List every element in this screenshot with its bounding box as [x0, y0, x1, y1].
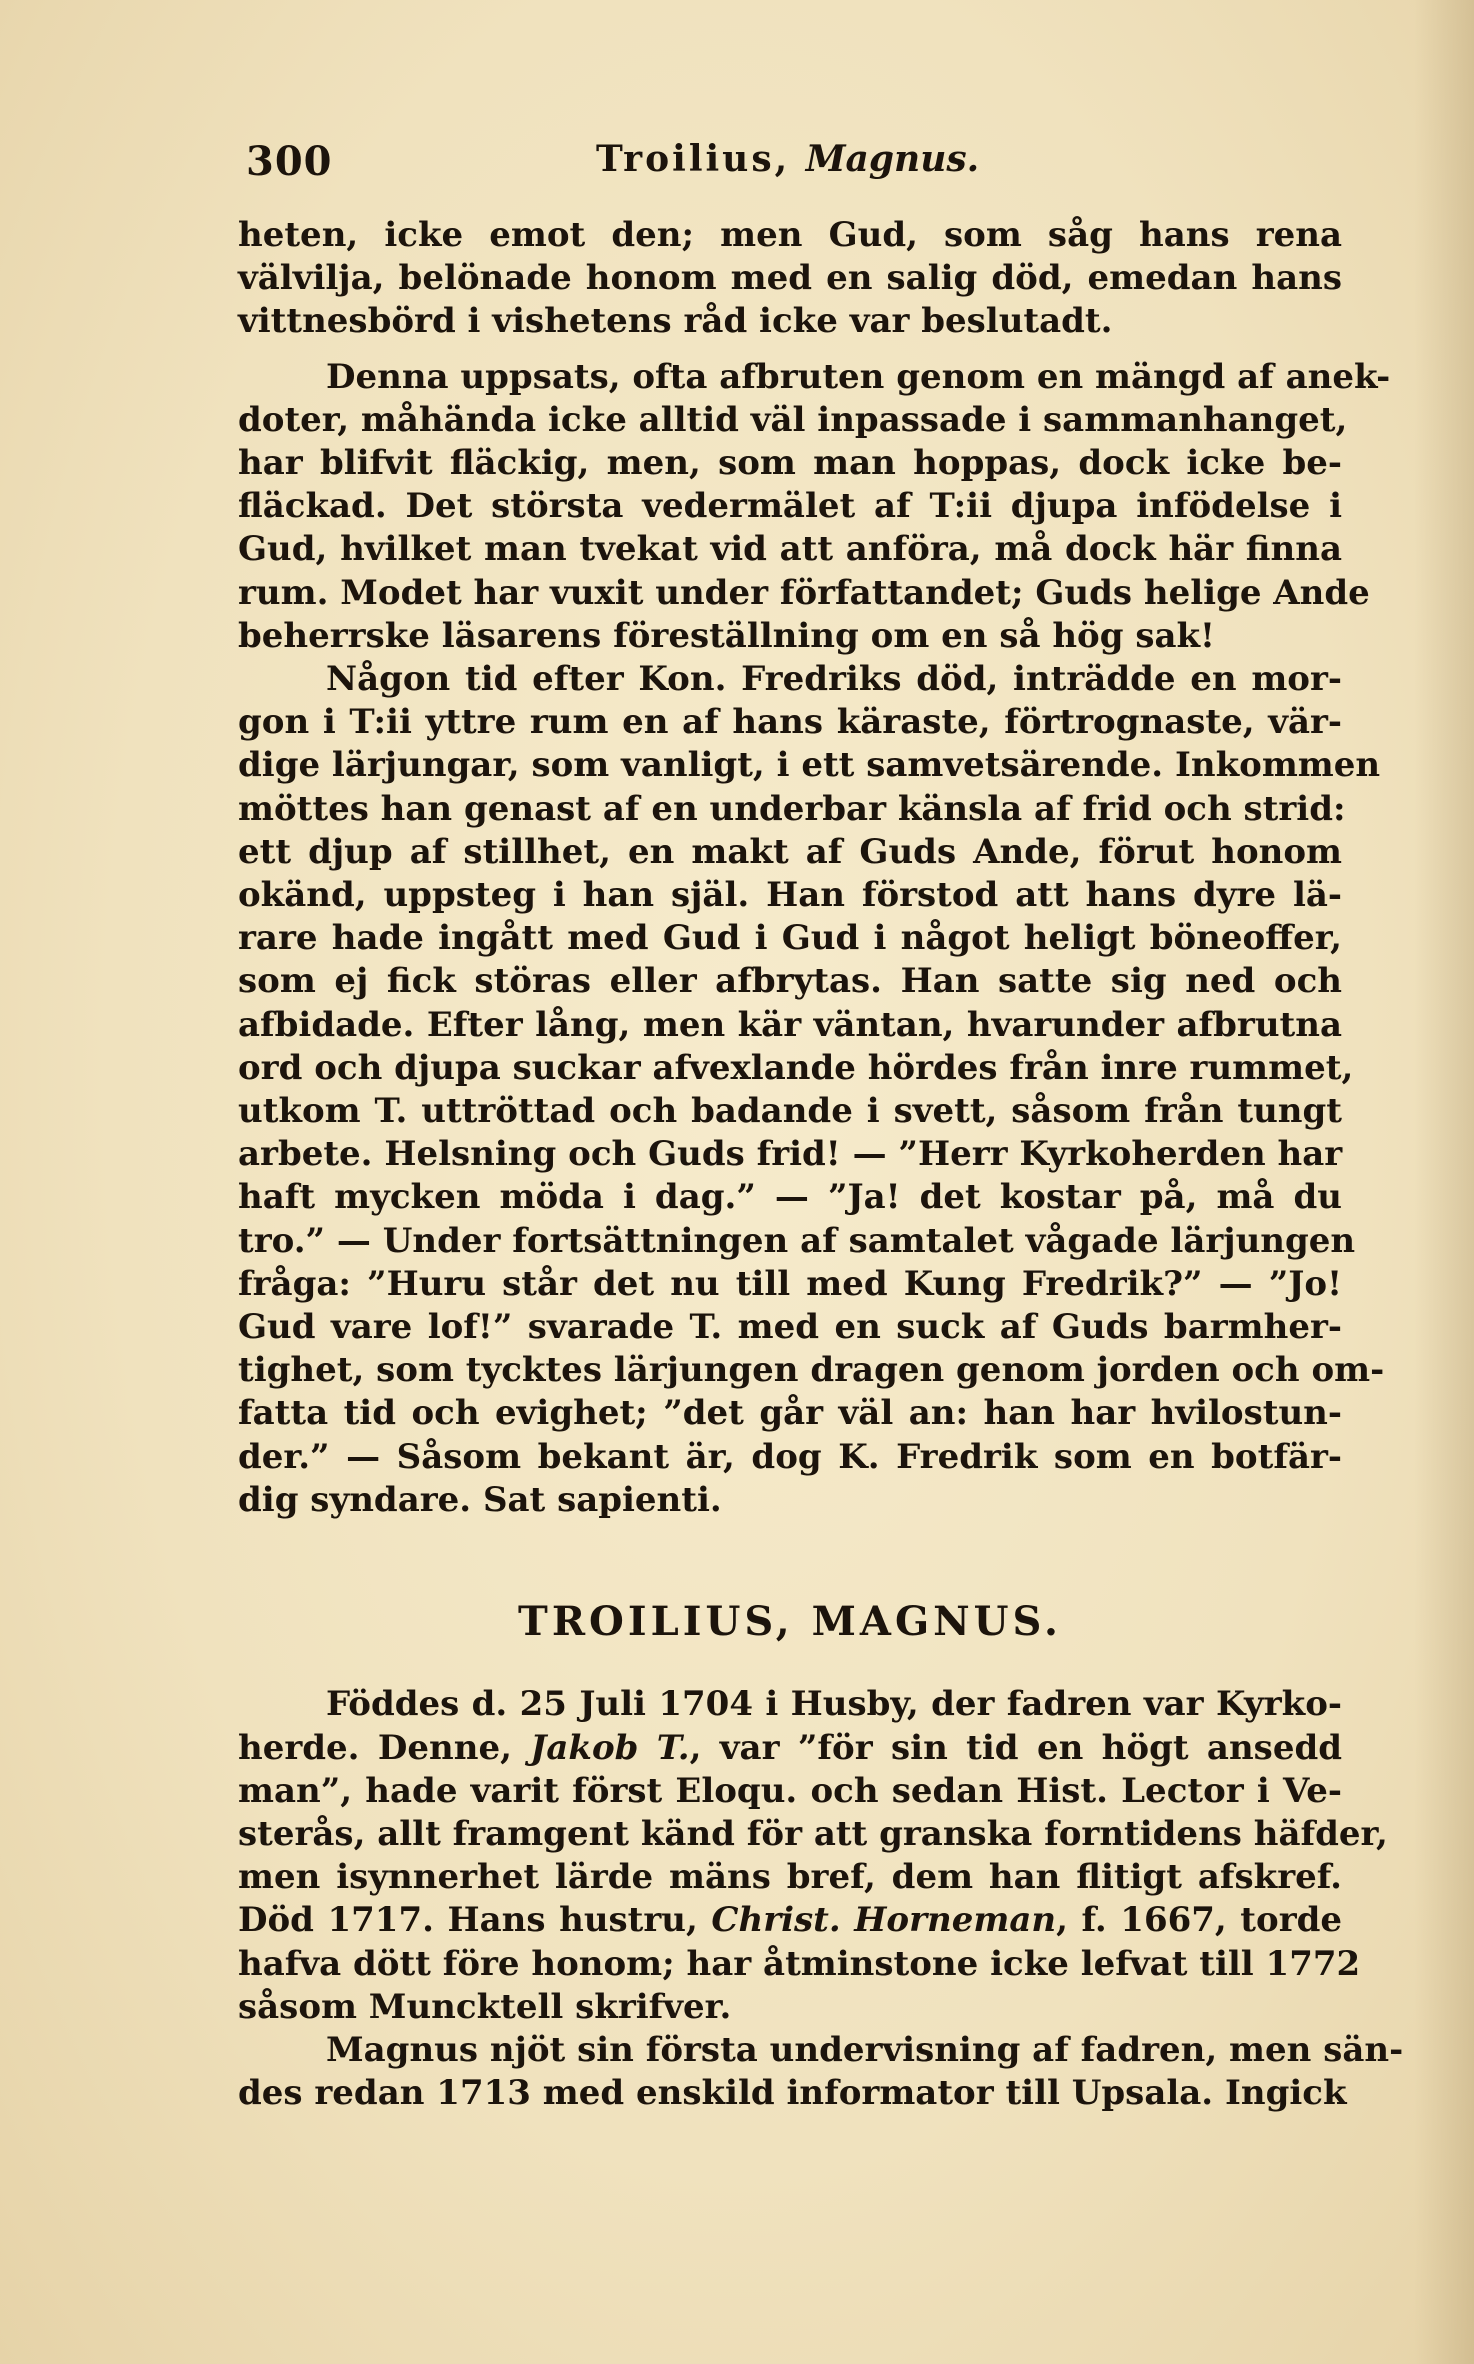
text-line: sterås, allt framgent känd för att granska forntidens häfder,	[238, 1813, 1388, 1854]
section-title: TROILIUS, MAGNUS.	[518, 1598, 1062, 1646]
text-line: gon i T:ii yttre rum en af hans käraste, förtrognaste, vär-	[238, 702, 1342, 743]
text-line: herde. Denne, Jakob T., var ”för sin tid en högt ansedd	[238, 1727, 1342, 1768]
text-line: arbete. Helsning och Guds frid! — ”Herr Kyrkoherden har	[238, 1134, 1343, 1175]
page-edge-shadow	[1414, 0, 1474, 2364]
text-line: Magnus njöt sin första undervisning af fadren, men sän-	[326, 2029, 1404, 2070]
text-line: tighet, som tycktes lärjungen dragen genom jorden och om-	[238, 1350, 1385, 1391]
paragraph-continued	[238, 214, 1342, 344]
page-header	[246, 138, 1336, 198]
text-line: Någon tid efter Kon. Fredriks död, inträdde en mor-	[326, 659, 1342, 700]
text-line: dig syndare. Sat sapienti.	[238, 1479, 722, 1520]
text-line: Föddes d. 25 Juli 1704 i Husby, der fadren var Kyrko-	[326, 1684, 1342, 1725]
text-line: der.” — Såsom bekant är, dog K. Fredrik som en botfär-	[238, 1436, 1342, 1477]
running-head	[596, 138, 979, 180]
italic-name: Jakob T.	[530, 1727, 690, 1768]
text-line: afbidade. Efter lång, men kär väntan, hvarunder afbrutna	[238, 1004, 1342, 1045]
text-line: hafva dött före honom; har åtminstone icke lefvat till 1772	[238, 1943, 1361, 1984]
text-line: des redan 1713 med enskild informator till Upsala. Ingick	[238, 2073, 1347, 2114]
text-line: rum. Modet har vuxit under författandet; Guds helige Ande	[238, 572, 1370, 613]
text-line: men isynnerhet lärde mäns bref, dem han flitigt afskref.	[238, 1857, 1342, 1898]
text-line: fråga: ”Huru står det nu till med Kung Fredrik?” — ”Jo!	[238, 1263, 1342, 1304]
text-line: såsom Muncktell skrifver.	[238, 1986, 732, 2027]
paragraph	[238, 1683, 1388, 2029]
text-line: välvilja, belönade honom med en salig död, emedan hans	[238, 258, 1342, 299]
text-line: Gud, hvilket man tvekat vid att anföra, må dock här finna	[238, 529, 1342, 570]
text-line: haft mycken möda i dag.” — ”Ja! det kostar på, må du	[238, 1177, 1342, 1218]
text-line: Gud vare lof!” svarade T. med en suck af Guds barmher-	[238, 1307, 1342, 1348]
text-line: ett djup af stillhet, en makt af Guds Ande, förut honom	[238, 831, 1342, 872]
paragraph	[238, 658, 1385, 1522]
running-head-italic: Magnus.	[805, 138, 980, 180]
text-line: dige lärjungar, som vanligt, i ett samvetsärende. Inkommen	[238, 745, 1381, 786]
text-line: Död 1717. Hans hustru, Christ. Horneman, f. 1667, torde	[238, 1900, 1343, 1941]
text-line: som ej fick störas eller afbrytas. Han satte sig ned och	[238, 961, 1342, 1002]
text-line: fatta tid och evighet; ”det går väl an: han har hvilostun-	[238, 1393, 1342, 1434]
text-line: utkom T. uttröttad och badande i svett, såsom från tungt	[238, 1091, 1342, 1132]
text-line: vittnesbörd i vishetens råd icke var beslutadt.	[238, 301, 1113, 342]
text-line: ord och djupa suckar afvexlande hördes från inre rummet,	[238, 1047, 1354, 1088]
text-line: Denna uppsats, ofta afbruten genom en mängd af anek-	[326, 356, 1391, 397]
text-line: tro.” — Under fortsättningen af samtalet vågade lärjungen	[238, 1220, 1356, 1261]
italic-name: Christ. Horneman	[711, 1900, 1057, 1941]
text-line: man”, hade varit först Eloqu. och sedan Hist. Lector i Ve-	[238, 1770, 1342, 1811]
paragraph	[238, 356, 1391, 658]
text-line: har blifvit fläckig, men, som man hoppas, dock icke be-	[238, 443, 1342, 484]
text-line: beherrske läsarens föreställning om en så hög sak!	[238, 615, 1215, 656]
text-line: möttes han genast af en underbar känsla af frid och strid:	[238, 788, 1346, 829]
text-line: okänd, uppsteg i han själ. Han förstod att hans dyre lä-	[238, 875, 1342, 916]
paragraph	[238, 2029, 1404, 2115]
page-number: 300	[246, 138, 333, 185]
running-head-name: Troilius,	[596, 138, 791, 180]
text-line: doter, måhända icke alltid väl inpassade i sammanhanget,	[238, 399, 1348, 440]
text-line: rare hade ingått med Gud i Gud i något heligt böneoffer,	[238, 918, 1342, 959]
body-text	[238, 214, 1404, 2115]
text-line: heten, icke emot den; men Gud, som såg hans rena	[238, 215, 1342, 255]
text-line: fläckad. Det största vedermälet af T:ii djupa infödelse i	[238, 486, 1342, 527]
